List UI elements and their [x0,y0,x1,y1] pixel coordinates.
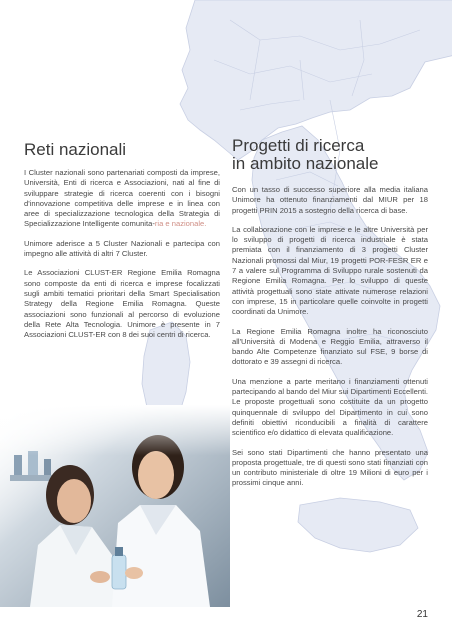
paragraph-cluster-nazionali [24,168,220,230]
paragraph-highlight-text: ria e nazionale. [154,219,207,229]
title-line-2: in ambito nazionale [232,154,379,173]
paragraph-alte-competenze: La Regione Emilia Romagna inoltre ha riconosciuto all'Università di Modena e Reggio Emilia, attraverso il bando Alte Competenze finanziato sul FSE, 9 borse di dottorato e 39 assegni di ricerca. [232,326,428,367]
paragraph-prin: Con un tasso di successo superiore alla media italiana Unimore ha ottenuto finanziamenti dal MIUR per 18 progetti PRIN 2015 a sostegno della ricerca di base. [232,185,428,215]
left-column [24,141,220,349]
title-line-1: Progetti di ricerca [232,136,365,155]
section-title-progetti-ricerca [232,137,428,173]
paragraph-unimore-cluster: Unimore aderisce a 5 Cluster Nazionali e partecipa con impegno alle attività di altri 7 Cluster. [24,238,220,259]
section-title-reti-nazionali: Reti nazionali [24,140,127,159]
right-column [232,137,428,498]
paragraph-text: I Cluster nazionali sono partenariati composti da imprese, Università, Enti di ricerca e Associazioni, nati al fine di sviluppare strategie di ricerca coerenti con i bisogni d'innovazione competitiva delle imprese e in linea con aree di specializzazione tecnologica della Strategia di Specializzazione Intelligente comunita- [24,168,220,229]
paragraph-clust-er: Le Associazioni CLUST-ER Regione Emilia Romagna sono composte da enti di ricerca e imprese focalizzati sugli ambiti tematici prioritari della Smart Specialisation Strategy della Regione Emilia Romagna. Queste associazioni sono funzionali al percorso di evoluzione della Rete Alta Tecnologia. Unimore è presente in 7 Associazioni CLUST-ER con 8 dei suoi centri di ricerca. [24,268,220,340]
page-number: 21 [416,609,428,620]
laboratory-photo [0,405,230,607]
paragraph-finanziamenti: Sei sono stati Dipartimenti che hanno presentato una proposta progettuale, tre di questi sono stati finanziati con un contributo ministeriale di oltre 19 Milioni di euro per i prossimi cinque anni. [232,447,428,488]
paragraph-collaborazione: La collaborazione con le imprese e le altre Università per lo sviluppo di progetti di ricerca industriale è stata premiata con il finanziamento di 3 progetti Cluster Nazionali promossi dal Miur, 19 progetti POR-FESR ER e 7 a valere sul Programma di Sviluppo rurale sostenuti da Regione Emilia Romagna. Per lo sviluppo di queste attività progettuali sono state attivate numerose relazioni con imprese, 15 in particolare quelle coinvolte in progetti coordinati da Unimore. [232,224,428,317]
paragraph-dipartimenti-eccellenti: Una menzione a parte meritano i finanziamenti ottenuti partecipando al bando del Miur sui Dipartimenti Eccellenti. Le proposte progettuali sono costituite da un progetto quinquennale di sviluppo del Dipartimento in cui sono definiti obiettivi riconducibili a finalità di carattere scientifico e/o didattico di elevata qualificazione. [232,376,428,438]
